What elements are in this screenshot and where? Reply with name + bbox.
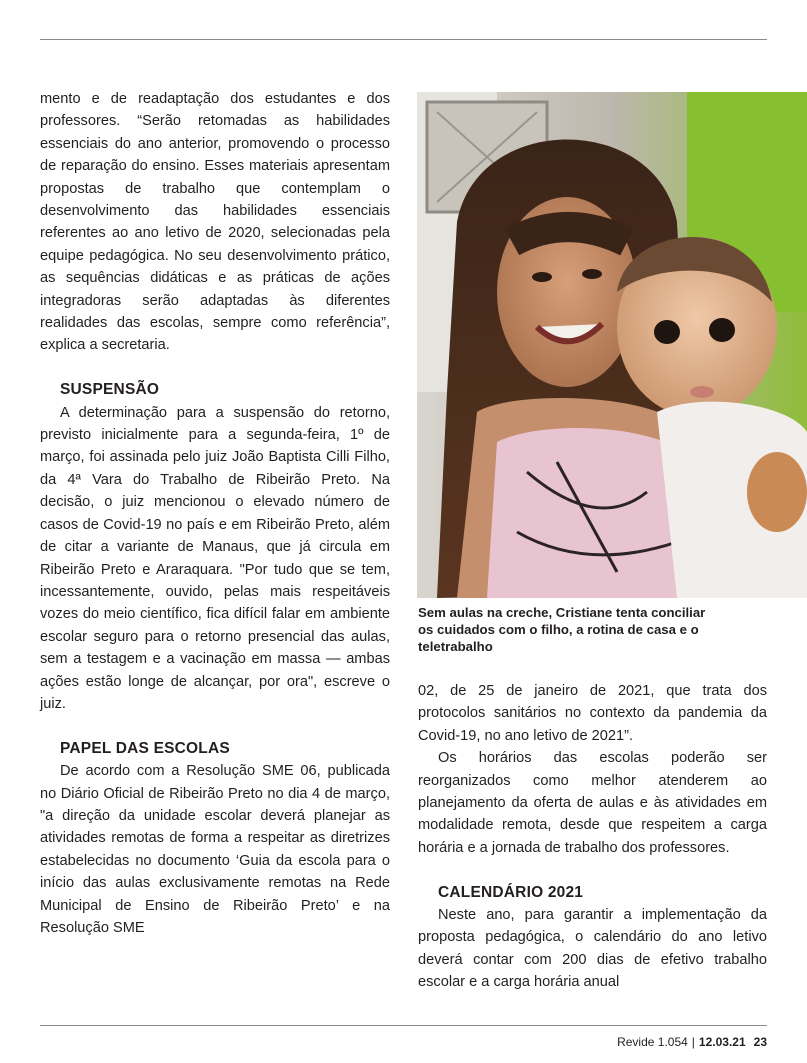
bottom-rule: [40, 1025, 767, 1026]
article-paragraph: mento e de readaptação dos estudantes e dos professores. “Serão retomadas as habilidades essenciais do ano anterior, promovendo o processo de reparação do ensino. Esses materiais apresentam propostas de trabalho que contemplam o desenvolvimento das habilidades essenciais referentes ao ano letivo de 2020, selecionadas pela equipe pedagógica. No seu desenvolvimento prático, as sequências didáticas e as práticas de ações integradoras serão adaptadas às diferentes realidades das escolas, sempre como referência”, explica a secretaria.: [40, 91, 390, 354]
right-column: [418, 680, 767, 994]
section-heading-calendario: CALENDÁRIO 2021: [438, 883, 584, 901]
article-paragraph: De acordo com a Resolução SME 06, publicada no Diário Oficial de Ribeirão Preto no dia 4 de março, "a direção da unidade escolar deverá planejar as atividades remotas de forma a respeitar as diretrizes estabelecidas no documento ‘Guia da escola para o início das aulas exclusivamente remotas na Rede Municipal de Ensino de Ribeirão Preto’ e na Resolução SME: [40, 763, 390, 936]
article-paragraph: A determinação para a suspensão do retorno, previsto inicialmente para a segunda-feira, 1º de março, foi assinada pelo juiz João Baptista Cilli Filho, da 4ª Vara do Trabalho de Ribeirão Preto. Na decisão, o juiz mencionou o elevado número de casos de Covid-19 no país e em Ribeirão Preto, além de citar a variante de Manaus, que já circula em Ribeirão Preto e Araraquara. "Por tudo que se tem, incessantemente, ouvido, pelas mais respeitáveis vozes do meio científico, fica difícil falar em ambiente escolar seguro para o retorno presencial das aulas, sem a testagem e a vacinação em massa — ambas ações estão longe de alcançar, por ora", escreve o juiz.: [40, 404, 390, 712]
article-paragraph: Neste ano, para garantir a implementação da proposta pedagógica, o calendário do ano letivo deverá contar com 200 dias de efetivo trabalho escolar e a carga horária anual: [418, 907, 767, 991]
article-paragraph: Os horários das escolas poderão ser reorganizados como melhor atenderem ao planejamento da oferta de aulas e às atividades em modalidade remota, desde que respeitem a carga horária e a jornada de trabalho dos professores.: [418, 750, 767, 856]
article-paragraph: 02, de 25 de janeiro de 2021, que trata dos protocolos sanitários no contexto da pandemia da Covid-19, no ano letivo de 2021”.: [418, 683, 767, 744]
photo-caption: Sem aulas na creche, Cristiane tenta conciliar os cuidados com o filho, a rotina de casa e o teletrabalho: [418, 605, 706, 654]
top-rule: [40, 39, 767, 40]
section-heading-papel-das-escolas: PAPEL DAS ESCOLAS: [60, 739, 230, 757]
left-column: [40, 88, 390, 939]
issue-date: 12.03.21: [698, 1035, 746, 1049]
page-number: 23: [753, 1035, 767, 1049]
section-heading-suspensao: SUSPENSÃO: [60, 381, 160, 399]
page-footer: [617, 1034, 767, 1050]
footer-separator: |: [691, 1035, 695, 1049]
article-photo: [417, 92, 807, 598]
magazine-issue: Revide 1.054: [617, 1035, 688, 1049]
